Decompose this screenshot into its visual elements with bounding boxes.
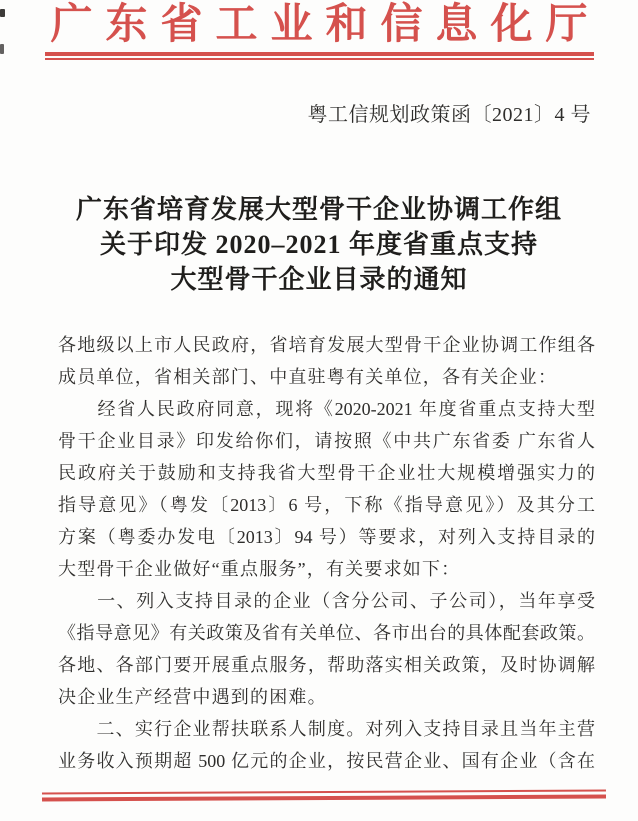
footer-rule bbox=[42, 790, 606, 802]
body-line: 决企业生产经营中遇到的困难。 bbox=[58, 687, 327, 707]
body-line: 成员单位，省相关部门、中直驻粤有关单位，各有关企业： bbox=[58, 367, 558, 387]
document-title-line-1: 广东省培育发展大型骨干企业协调工作组 bbox=[75, 195, 562, 224]
document-body bbox=[58, 329, 595, 777]
body-line: 业务收入预期超 500 亿元的企业，按民营企业、国有企业（含在 bbox=[58, 751, 595, 771]
body-line: 各地级以上市人民政府，省培育发展大型骨干企业协调工作组各 bbox=[58, 335, 595, 355]
body-line: 一、列入支持目录的企业（含分公司、子公司），当年享受 bbox=[58, 591, 595, 611]
document-title bbox=[0, 192, 638, 297]
body-line: 骨干企业目录》印发给你们，请按照《中共广东省委 广东省人 bbox=[58, 431, 595, 451]
body-line: 大型骨干企业做好“重点服务”，有关要求如下： bbox=[58, 559, 461, 579]
body-line: 民政府关于鼓励和支持我省大型骨干企业壮大规模增强实力的 bbox=[58, 463, 595, 483]
body-line: 《指导意见》有关政策及省有关单位、各市出台的具体配套政策。 bbox=[58, 623, 595, 643]
body-line: 二、实行企业帮扶联系人制度。对列入支持目录且当年主营 bbox=[58, 719, 595, 739]
document-title-line-2: 关于印发 2020–2021 年度省重点支持 bbox=[99, 230, 538, 259]
letterhead-rule-thin bbox=[45, 58, 594, 60]
letterhead-rule bbox=[45, 52, 594, 60]
scan-artifact bbox=[0, 44, 4, 54]
scan-artifact bbox=[0, 9, 5, 17]
body-line: 经省人民政府同意，现将《2020-2021 年度省重点支持大型 bbox=[58, 399, 595, 419]
document-title-line-3: 大型骨干企业目录的通知 bbox=[170, 265, 468, 294]
agency-name: 广东省工业和信息化厅 bbox=[50, 2, 601, 48]
body-line: 指导意见》（粤发〔2013〕6 号，下称《指导意见》）及其分工 bbox=[58, 495, 595, 515]
body-line: 各地、各部门要开展重点服务，帮助落实相关政策，及时协调解 bbox=[58, 655, 595, 675]
document-number: 粤工信规划政策函〔2021〕4 号 bbox=[307, 104, 591, 126]
body-line: 方案（粤委办发电〔2013〕94 号）等要求，对列入支持目录的 bbox=[58, 527, 595, 547]
